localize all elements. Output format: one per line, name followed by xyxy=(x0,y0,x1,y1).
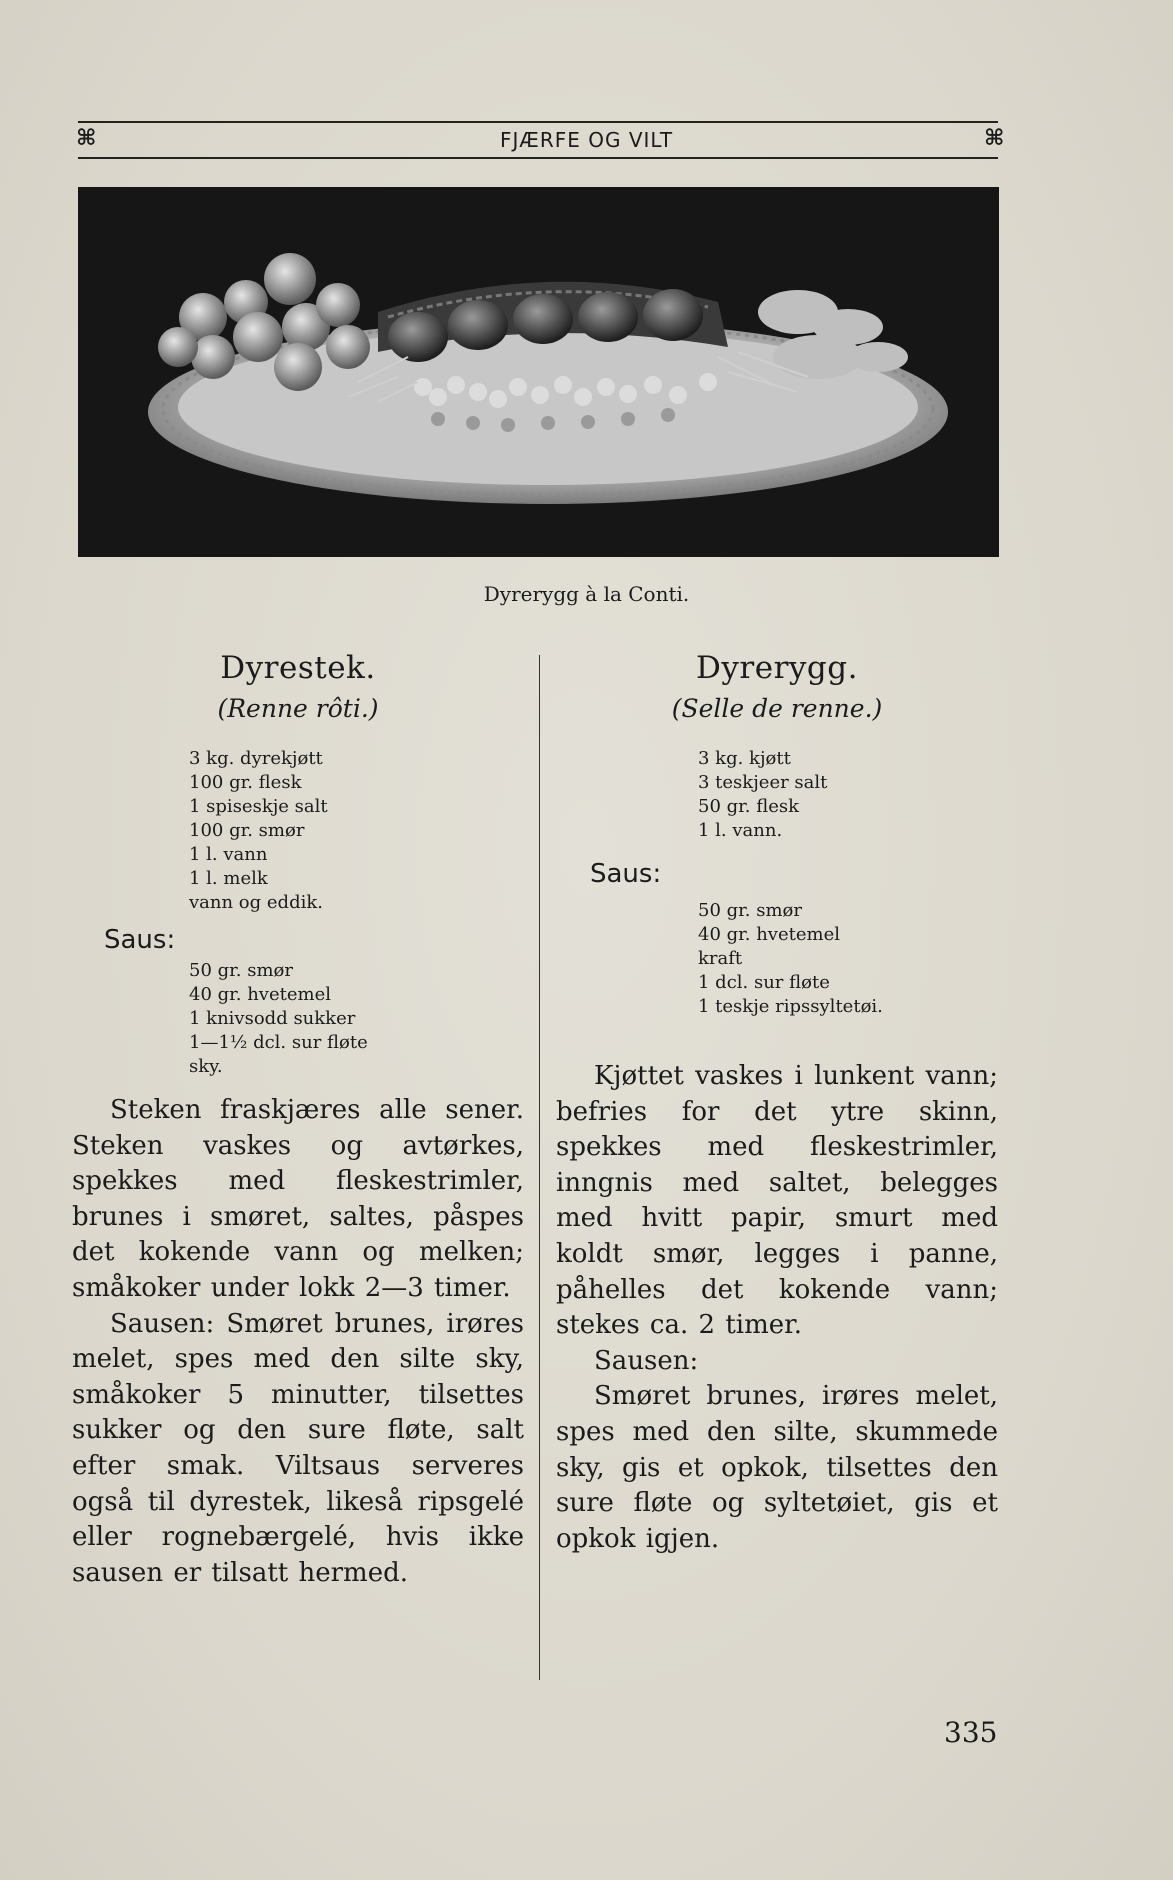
recipe-instructions xyxy=(72,1093,524,1591)
ingredient-item: 50 gr. smør xyxy=(698,900,802,921)
header-rule-bottom xyxy=(78,157,998,159)
ingredient-item: 1 dcl. sur fløte xyxy=(698,972,830,993)
recipe-instructions xyxy=(556,1059,998,1557)
dish-photograph xyxy=(78,187,999,557)
ingredient-item: 1 teskje ripssyltetøi. xyxy=(698,996,883,1017)
ingredient-item: 3 kg. dyrekjøtt xyxy=(189,748,323,769)
saus-label: Saus: xyxy=(104,925,176,955)
recipe-subtitle: (Renne rôti.) xyxy=(217,694,379,723)
ingredient-item: 1 l. melk xyxy=(189,868,268,889)
header-ornament-right: ⌘ xyxy=(984,126,1005,151)
instruction-paragraph: Steken fraskjæres alle sener. Steken vaskes og avtørkes, spekkes med fleskestrimler, brunes i smøret, saltes, påspes det kokende vann og melken; småkoker under lokk 2—3 timer. xyxy=(72,1095,524,1303)
figure-caption: Dyrerygg à la Conti. xyxy=(483,582,690,606)
ingredient-item: vann og eddik. xyxy=(189,892,323,913)
instruction-paragraph: Sausen: xyxy=(594,1345,699,1376)
ingredient-item: 1 spiseskje salt xyxy=(189,796,328,817)
ingredient-item: 3 kg. kjøtt xyxy=(698,748,791,769)
recipe-title: Dyrerygg. xyxy=(696,650,858,686)
ingredient-item: 50 gr. smør xyxy=(189,960,293,981)
recipe-dyrerygg xyxy=(556,650,998,1557)
ingredient-item: kraft xyxy=(698,948,743,969)
recipe-dyrestek xyxy=(72,650,524,1591)
ingredient-item: 100 gr. flesk xyxy=(189,772,302,793)
column-divider xyxy=(539,655,540,1680)
ingredient-item: 100 gr. smør xyxy=(189,820,305,841)
recipe-subtitle: (Selle de renne.) xyxy=(671,694,883,723)
saus-ingredient-list xyxy=(189,959,524,1079)
header-ornament-left: ⌘ xyxy=(76,126,97,151)
instruction-paragraph: Smøret brunes, irøres melet, spes med den silte, skummede sky, gis et opkok, tilsettes den sure fløte og syltetøiet, gis et opkok igjen. xyxy=(556,1381,998,1554)
recipe-title: Dyrestek. xyxy=(220,650,376,686)
header-rule-top xyxy=(78,121,998,123)
ingredient-item: 1 l. vann. xyxy=(698,820,783,841)
instruction-paragraph: Sausen: Smøret brunes, irøres melet, spes med den silte sky, småkoker 5 minutter, tilsettes sukker og den sure fløte, salt efter smak. Viltsaus serveres også til dyrestek, likeså ripsgelé eller rognebærgelé, hvis ikke sausen er tilsatt hermed. xyxy=(72,1308,524,1588)
ingredient-item: 3 teskjeer salt xyxy=(698,772,828,793)
ingredient-list xyxy=(698,747,998,843)
ingredient-item: 50 gr. flesk xyxy=(698,796,800,817)
saus-ingredient-list xyxy=(698,899,998,1019)
ingredient-list xyxy=(189,747,524,915)
ingredient-item: 1 knivsodd sukker xyxy=(189,1008,356,1029)
saus-label: Saus: xyxy=(590,859,662,889)
ingredient-item: 1 l. vann xyxy=(189,844,268,865)
ingredient-item: 40 gr. hvetemel xyxy=(698,924,840,945)
dish-illustration xyxy=(78,187,999,557)
page-number: 335 xyxy=(944,1716,998,1749)
instruction-paragraph: Kjøttet vaskes i lunkent vann; befries for det ytre skinn, spekkes med fleskestrimler, inngnis med saltet, belegges med hvitt papir, smurt med koldt smør, legges i panne, påhelles det kokende vann; stekes ca. 2 timer. xyxy=(556,1061,998,1341)
ingredient-item: sky. xyxy=(189,1056,223,1077)
ingredient-item: 40 gr. hvetemel xyxy=(189,984,331,1005)
ingredient-item: 1—1½ dcl. sur fløte xyxy=(189,1032,368,1053)
running-header-title: FJÆRFE OG VILT xyxy=(499,128,674,152)
